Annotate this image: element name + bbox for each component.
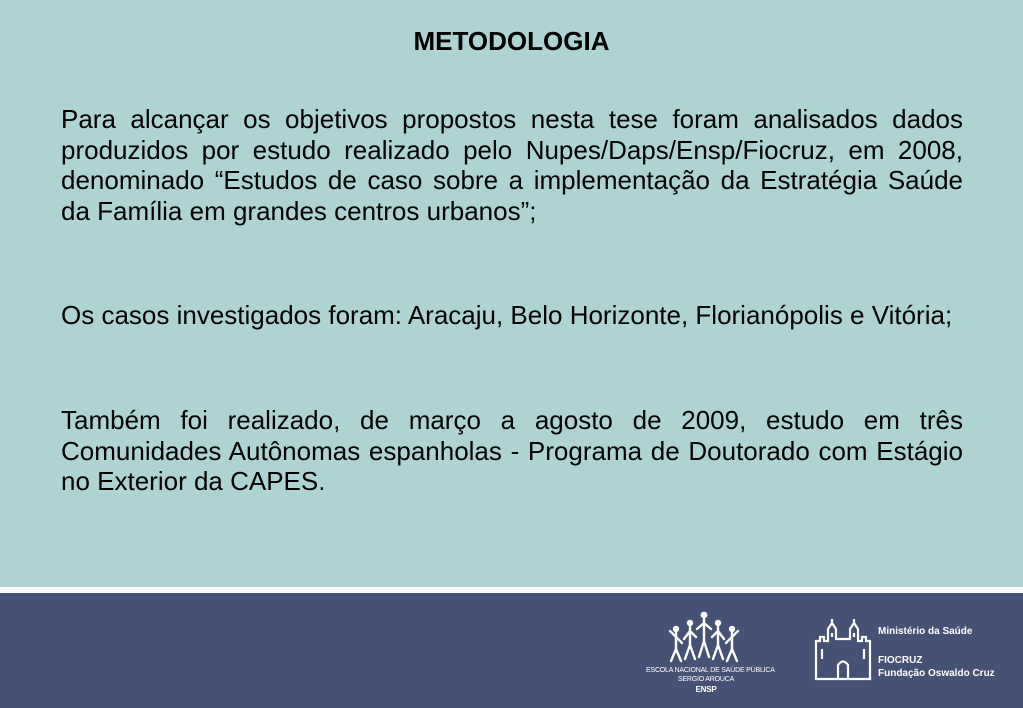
- ensp-school-name: ESCOLA NACIONAL DE SAÚDE PÚBLICA: [646, 667, 775, 674]
- fiocruz-castle-icon: [814, 615, 872, 681]
- ensp-school-subtitle: SERGIO AROUCA: [677, 676, 735, 683]
- footer-bar: [0, 593, 1023, 708]
- fiocruz-logo: [814, 615, 1019, 687]
- ensp-figures-icon: [668, 609, 740, 667]
- ensp-acronym: ENSP: [695, 685, 717, 694]
- paragraph-spain-study: Também foi realizado, de março a agosto de 2009, estudo em três Comunidades Autônomas espanholas - Programa de Doutorado com Estágio no Exterior da CAPES.: [61, 405, 963, 496]
- paragraph-objectives: Para alcançar os objetivos propostos nesta tese foram analisados dados produzidos por estudo realizado pelo Nupes/Daps/Ensp/Fiocruz, em 2008, denominado “Estudos de caso sobre a implementação da Estratégia Saúde da Família em grandes centros urbanos”;: [61, 104, 963, 226]
- ministry-label: Ministério da Saúde: [878, 626, 973, 637]
- fiocruz-name: FIOCRUZ: [878, 655, 923, 666]
- fiocruz-full-name: Fundação Oswaldo Cruz: [878, 668, 995, 679]
- slide-title: METODOLOGIA: [413, 26, 610, 56]
- paragraph-cases: Os casos investigados foram: Aracaju, Belo Horizonte, Florianópolis e Vitória;: [61, 300, 953, 330]
- ensp-logo: [646, 607, 775, 703]
